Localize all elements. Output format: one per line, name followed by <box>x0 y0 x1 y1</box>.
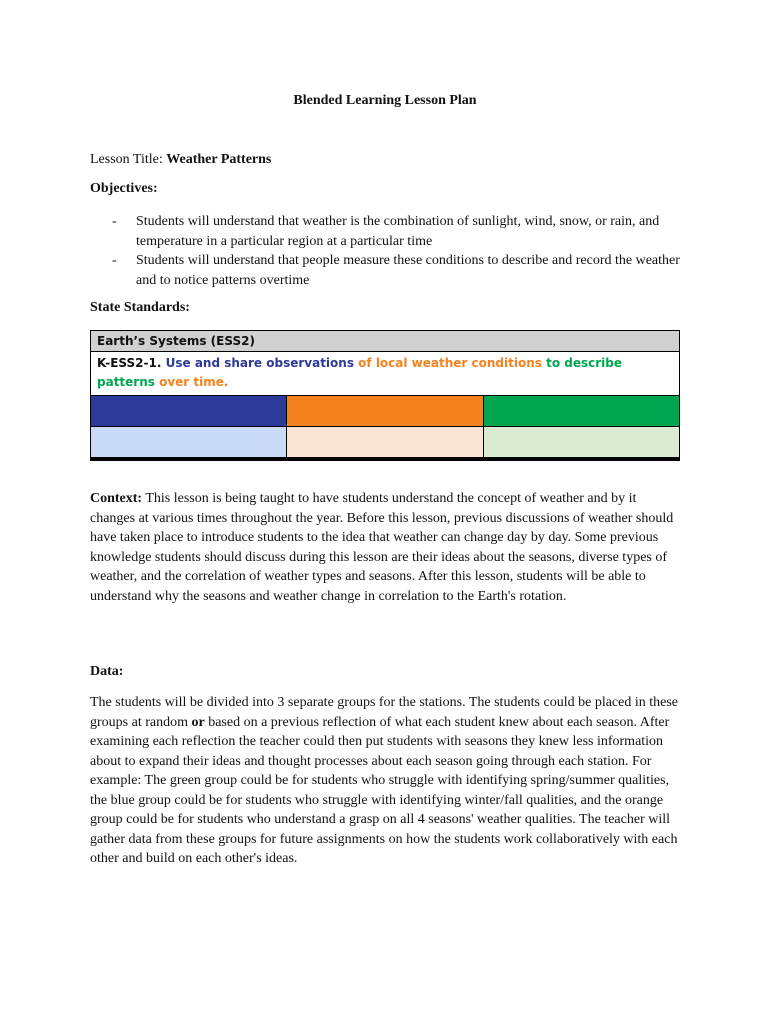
data-paragraph <box>90 693 678 869</box>
standard-code: K-ESS2-1. <box>97 356 162 370</box>
light-blue-swatch <box>91 427 287 457</box>
bullet-dash: - <box>112 253 117 268</box>
standard-part-orange-end: over time. <box>159 375 229 389</box>
standards-table-header: Earth’s Systems (ESS2) <box>91 331 679 352</box>
objective-text: Students will understand that people measure these conditions to describe and record the weather and to notice patterns overtime <box>136 253 680 288</box>
lesson-title-line <box>90 152 271 168</box>
data-text-bold: or <box>191 714 205 730</box>
bullet-dash: - <box>112 214 117 229</box>
light-green-swatch <box>484 427 679 457</box>
standard-part-orange: of local weather conditions <box>358 356 542 370</box>
orange-swatch <box>287 396 483 426</box>
objective-item <box>90 212 680 251</box>
green-swatch <box>484 396 679 426</box>
standards-table <box>90 330 680 461</box>
lesson-title-value: Weather Patterns <box>166 152 272 167</box>
standard-description <box>91 352 679 396</box>
state-standards-heading: State Standards: <box>90 300 190 315</box>
context-text: This lesson is being taught to have students understand the concept of weather and by it changes at various times throughout the year. Before this lesson, previous discussions of weather should have taken place to introduce students to the idea that weather can change day by day. Some previous knowledge students should discuss during this lesson are their ideas about the seasons, diverse types of weather, and the correlation of weather types and seasons. After this lesson, students will be able to understand why the seasons and weather change in correlation to the Earth's rotation. <box>90 491 674 604</box>
context-paragraph <box>90 489 678 606</box>
document-title: Blended Learning Lesson Plan <box>293 93 477 108</box>
data-text-part-1: The students will be divided into 3 separate groups for the stations. The students could be placed in these groups at random <box>90 695 678 730</box>
objectives-list <box>90 212 680 290</box>
light-swatch-row <box>91 427 679 457</box>
objective-item <box>90 251 680 290</box>
standard-part-green: to describe patterns <box>97 356 622 389</box>
objectives-heading: Objectives: <box>90 181 158 196</box>
data-heading: Data: <box>90 664 124 679</box>
standard-part-blue: Use and share observations <box>165 356 354 370</box>
blue-swatch <box>91 396 287 426</box>
lesson-title-label: Lesson Title: <box>90 152 163 167</box>
data-text-part-2: based on a previous reflection of what each student knew about each season. After examining each reflection the teacher could then put students with seasons they knew less information about to expand their ideas and thought processes about each season going through each station. For example: The green group could be for students who struggle with identifying spring/summer qualities, the blue group could be for students who struggle with identifying winter/fall qualities, and the orange group could be for students who understand a grasp on all 4 seasons' weather qualities. The teacher will gather data from these groups for future assignments on how the students work collaboratively with each other and build on each other's ideas. <box>90 714 678 866</box>
objective-text: Students will understand that weather is the combination of sunlight, wind, snow, or rain, and temperature in a particular region at a particular time <box>136 214 660 249</box>
color-swatch-row <box>91 396 679 427</box>
context-label: Context: <box>90 491 143 506</box>
light-orange-swatch <box>287 427 483 457</box>
